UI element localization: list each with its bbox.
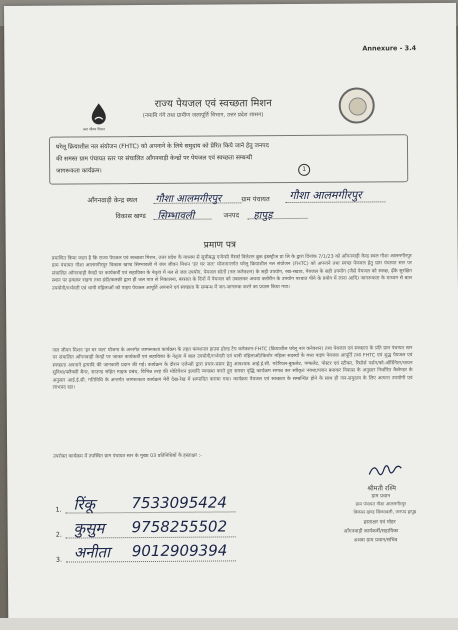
witness-2-index: 2. bbox=[55, 530, 62, 539]
mission-title: राज्य पेयजल एवं स्वच्छता मिशन bbox=[154, 98, 272, 110]
anganwadi-value: गौशा आलमगीरपुर bbox=[155, 193, 222, 205]
up-government-emblem-icon bbox=[339, 87, 375, 123]
witness-3-underline bbox=[66, 560, 236, 562]
signatory-role-2: अथवा ग्राम प्रधान/सचिव bbox=[353, 537, 398, 544]
gram-panchayat-label: ग्राम पंचायत bbox=[241, 195, 270, 204]
annexure-label: Annexure - 3.4 bbox=[362, 44, 417, 53]
witness-1-name: रिंकू bbox=[73, 495, 96, 514]
witness-intro: उपरोक्त कार्यक्रम में उपस्थित ग्राम पंचायत स्तर के मुख्य 03 प्रतिनिधियों के हस्ताक्षर :- bbox=[53, 453, 202, 460]
signatory-name: श्रीमती रश्मि bbox=[367, 484, 397, 493]
signatory-title: ग्राम प्रधान bbox=[371, 493, 391, 500]
district-value: हापुड़ bbox=[253, 210, 273, 222]
intro-line-2: की समस्त ग्राम पंचायत स्तर पर संचालित आँगनवाड़ी केन्द्रों पर पेयजल एवं स्वच्छता सम्बन्धी bbox=[56, 154, 253, 163]
witness-1-index: 1. bbox=[55, 505, 62, 514]
witness-2-phone: 9758255502 bbox=[131, 517, 228, 537]
gram-panchayat-value: गौशा आलमगीरपुर bbox=[289, 188, 362, 203]
circled-number: 1 bbox=[298, 164, 310, 176]
witness-1-underline bbox=[66, 511, 236, 513]
block-value: सिम्भावली bbox=[157, 210, 195, 222]
witness-3-name: अनीता bbox=[73, 543, 110, 562]
signatory-role-1: आँगनवाड़ी कार्यकर्त्री/सहायिका bbox=[343, 528, 399, 535]
stamp-line-2: विकास खण्ड सिम्भावली, जनपद हापुड़ bbox=[353, 510, 417, 516]
anganwadi-label: आँगनवाड़ी केन्द्र स्थल bbox=[87, 196, 138, 205]
certificate-paragraph-1: प्रमाणित किया जाता है कि राज्य पेयजल एवं स्वच्छता मिशन, उत्तर प्रदेश के माध्यम से सूचीबद्ध एजेन्सी मैसर्स विलेशन ब्रुक इंडस्ट्रीज प्रा लि के द्वारा दिनांक 7/1/23 को आँगनवाड़ी केन्द्र स्थल गौशा आलमगीरपुर ग्राम पंचायत गौशा आलमगीरपुर विकास खण्ड सिम्भावली में जल जीवन मिशन 'हर घर जल' योजनान्तर्गत घरेलू क्रियाशील नल संयोजन (FHTC) को अपनाने तथा स्वच्छ पेयजल हेतु ग्राम पंचायत स्तर पर संचालित आँगनवाड़ी केन्द्रों पर कार्यकर्त्री एवं सहायिका के नेतृत्व में नल से जल उपयोग, पेयजल स्रोतों (नल कनेक्शन) के सही उपयोग, रख-रखाव, पेयजल के सही उपयोग (जैसे पेयजल को स्वच्छ, ढ़ँके सुरक्षित स्थान पर ढ़कक़र रखना तथा डंडी/कलछी द्वारा ही जल पात्र से निकालना, बरसात के दिनों में पेयजल को उबालकर अथवा क्लोरीन के उपयोग पश्चात पीने के प्रयोग में लाना आदि) जागरूकता के माध्यम से बाल उपयोगी/गर्भवती एवं धात्री महिलाओं को पाइप पेयजल आपूर्ति अपनाने एवं स्वच्छता के सम्बन्ध में जन-जागरूक करने का प्रयास किया गया। bbox=[51, 254, 412, 292]
stamp-line-1: ग्राम पंचायत गौशा आलमगीरपुर bbox=[355, 502, 407, 508]
witness-2-underline bbox=[66, 536, 236, 538]
witness-2-name: कुसुम bbox=[73, 519, 105, 538]
handwritten-signature bbox=[367, 462, 403, 480]
witness-3-index: 3. bbox=[55, 555, 63, 564]
sign-label: हस्ताक्षर एवं मोहर bbox=[363, 519, 396, 526]
left-logo-text: जल जीवन मिशन bbox=[82, 127, 105, 132]
jal-jeevan-mission-logo bbox=[82, 101, 113, 132]
certificate-title: प्रमाण पत्र bbox=[203, 240, 237, 251]
mission-subtitle: (नमामि गंगे तथा ग्रामीण जलापूर्ति विभाग, उत्तर प्रदेश शासन) bbox=[142, 112, 264, 120]
witness-1-phone: 7533095424 bbox=[131, 493, 227, 513]
intro-line-3: जागरूकता कार्यक्रम। bbox=[56, 167, 102, 175]
block-label: विकास खण्ड bbox=[115, 212, 146, 221]
witness-3-phone: 9012909394 bbox=[131, 541, 228, 561]
intro-line-1: घरेलू क्रियाशील नल संयोजन (FHTC) को अपनाने के लिये समुदाय को प्रेरित किये जाने हेतु जनपद bbox=[55, 142, 269, 151]
certificate-paragraph-2: जल जीवन मिशन 'हर घर जल' योजना के अन्तर्गत जागरूकता कार्यक्रम के तहत फंक्शनल हाउस होल्ड टैप कनेक्शन-FHTC (क्रियाशील घरेलू नल कनेक्शन) तथा पेयजल एवं स्वच्छता के प्रति ग्राम पंचायत स्तर पर संचालित आँगनवाड़ी केन्द्रों पर जाकर कार्यकर्त्री एवं सहायिका के नेतृत्व में बाल उपयोगी/गर्भवती एवं धात्री महिलाओं/किशोर महिला सदस्यों के मध्य पाइप पेयजल आपूर्ति तथा FHTC एवं शुद्ध पेयजल एवं स्वच्छता अपनाने इत्यादि की जानकारी प्रदान की गई। कार्यक्रम के दौरान एजेन्सी द्वारा प्रचार-प्रसार हेतु आवश्यक आई.ई.सी. मटेरियल-बुकलेट, पम्फलेट, पोस्टर एवं स्टीकर, रिसोर्स पर्सन/को-ऑर्डिनेटर/चायन सुविधा/फ्लैक्सी बैनर, साउण्ड सहित माइक प्रबंध, विभिन्न तरह की मोटिवेशन इत्यादि व्यवस्था करते हुए समस्त वृद्धि कार्यक्रम सम्पन्न कर स्वीकृत नक्शा/प्लान बनाकर विकास के अनुसार निर्धारित कैलेण्डर के अनुसार आई.ई.सी. गतिविधि के अन्तर्गत जागरूकता कार्यक्रम मेरी देख-रेख में सम्पादित कराया गया। कार्यक्रम पेयजल एवं स्वच्छता के सम्बन्धित होने के साथ ही जन-समुदाय के लिए अत्यन्त उपयोगी एवं लाभप्रद रहा। bbox=[52, 346, 413, 391]
district-label: जनपद bbox=[223, 211, 240, 220]
document-page bbox=[4, 3, 458, 630]
intro-box bbox=[49, 134, 408, 185]
background-bottom bbox=[0, 618, 458, 630]
